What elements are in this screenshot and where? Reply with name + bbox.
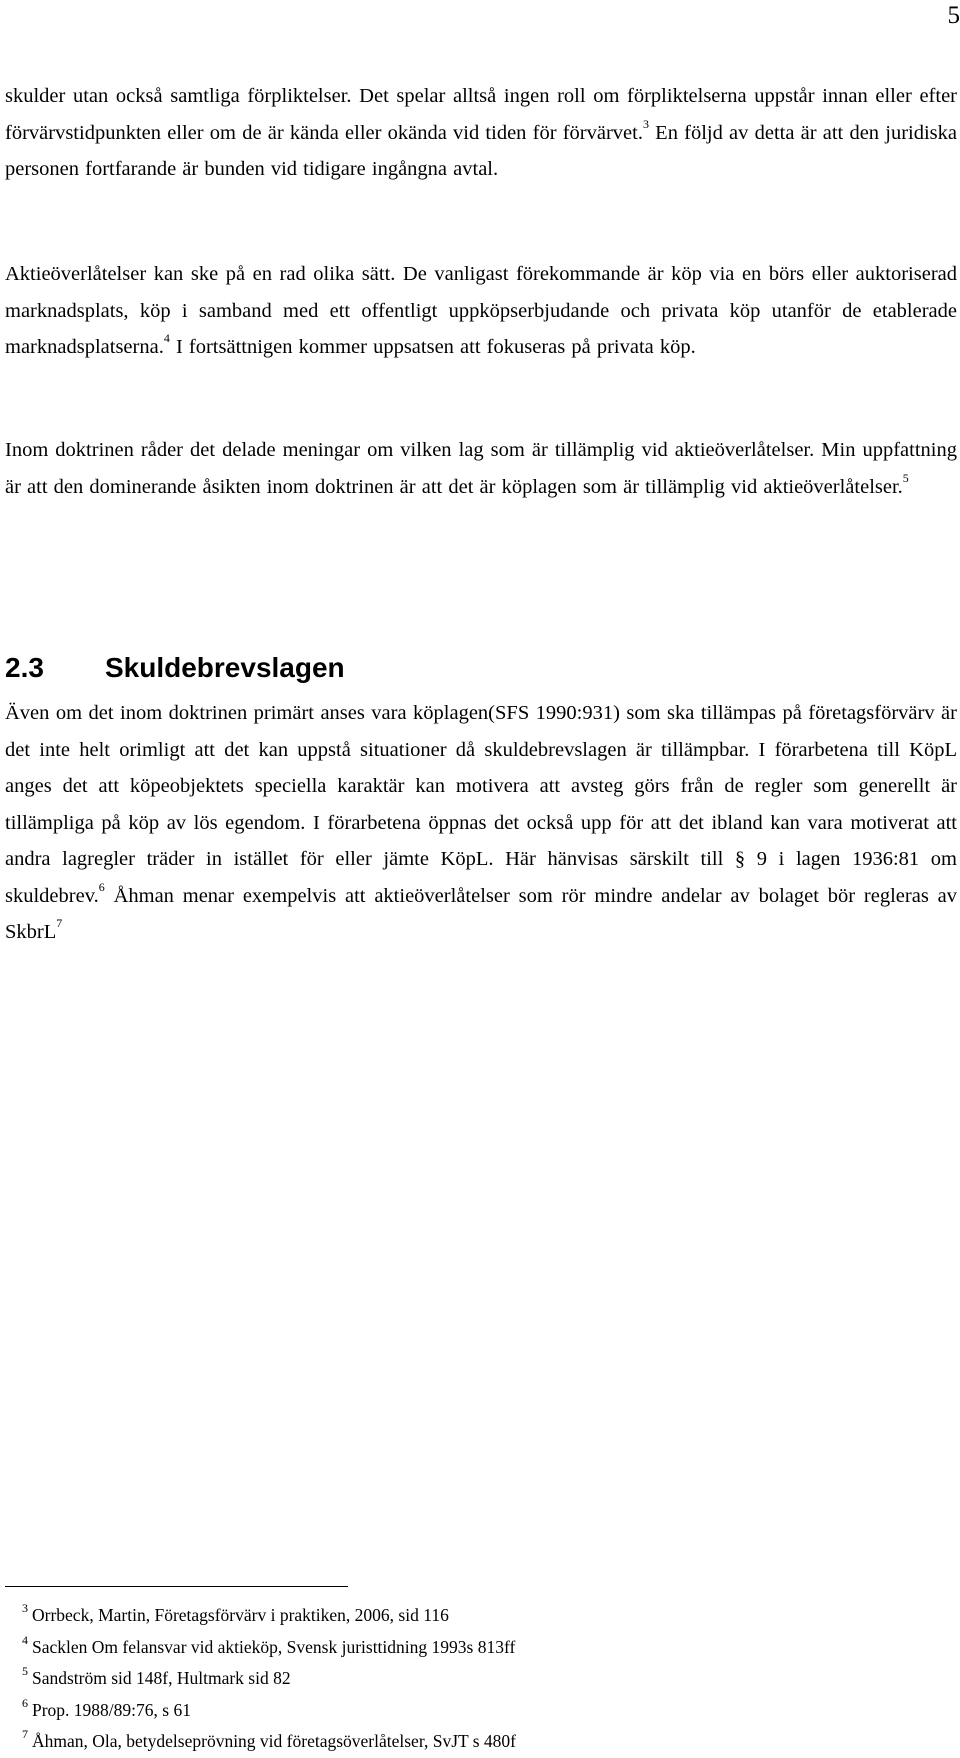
- footnote-ref[interactable]: 7: [56, 916, 63, 931]
- footnote-text: Prop. 1988/89:76, s 61: [32, 1699, 191, 1720]
- footnote-divider: [5, 1586, 348, 1587]
- footnote-number: 5: [22, 1664, 28, 1679]
- footnote: [22, 1663, 516, 1695]
- section-number: 2.3: [5, 652, 44, 683]
- paragraph-skuldebrevslagen: [5, 695, 957, 951]
- page-number: 5: [947, 2, 960, 29]
- paragraph-share-transfers: [5, 256, 957, 366]
- footnote-number: 3: [22, 1601, 28, 1616]
- paragraph-text: Inom doktrinen råder det delade meningar om vilken lag som är tillämplig vid aktieöverlåtelser. Min uppfattning är att den dominerande åsikten inom doktrinen är att det är köplagen som är tillämplig vid aktieöverlåtelser.: [5, 439, 957, 498]
- section-heading: [5, 652, 345, 684]
- section-title: Skuldebrevslagen: [105, 652, 345, 683]
- footnote-ref[interactable]: 6: [98, 879, 105, 894]
- footnote: [22, 1726, 516, 1758]
- paragraph-doctrine: [5, 432, 957, 505]
- footnote-text: Orrbeck, Martin, Företagsförvärv i praktiken, 2006, sid 116: [32, 1605, 449, 1625]
- footnote-text: Sacklen Om felansvar vid aktieköp, Svensk juristtidning 1993s 813ff: [32, 1636, 516, 1657]
- footnote-list: [22, 1600, 516, 1758]
- paragraph-liabilities: [5, 78, 957, 188]
- paragraph-text: En följd av detta är att den juridiska personen fortfarande är bunden vid tidigare ingångna avtal.: [5, 121, 957, 180]
- footnote: [22, 1632, 516, 1664]
- footnote: [22, 1695, 516, 1727]
- paragraph-text: Aktieöverlåtelser kan ske på en rad olika sätt. De vanligast förekommande är köp via en börs eller auktoriserad marknadsplats, köp i samband med ett offentligt uppköpserbjudande och privata köp utanför de etablerade marknadsplatserna.: [5, 263, 957, 358]
- footnote-ref[interactable]: 4: [163, 331, 170, 346]
- paragraph-text: Åhman menar exempelvis att aktieöverlåtelser som rör mindre andelar av bolaget bör regleras av SkbrL: [5, 884, 957, 943]
- paragraph-text: I fortsättnigen kommer uppsatsen att fokuseras på privata köp.: [169, 336, 696, 358]
- footnote: [22, 1600, 516, 1632]
- footnote-ref[interactable]: 3: [642, 116, 649, 131]
- paragraph-text: Även om det inom doktrinen primärt anses vara köplagen(SFS 1990:931) som ska tillämpas på företagsförvärv är det inte helt orimligt att det kan uppstå situationer då skuldebrevslagen är tillämpbar. I förarbetena till KöpL anges det att köpeobjektets speciella karaktär kan motivera att avsteg görs från de regler som generellt är tillämpliga på köp av lös egendom. I förarbetena öppnas det också upp för att det ibland kan vara motiverat att andra lagregler träder in istället för eller jämte KöpL. Här hänvisas särskilt till § 9 i lagen 1936:81 om skuldebrev.: [5, 702, 957, 907]
- footnote-text: Sandström sid 148f, Hultmark sid 82: [32, 1668, 291, 1688]
- paragraph-text: skulder utan också samtliga förpliktelser. Det spelar alltså ingen roll om förpliktelserna uppstår innan eller efter förvärvstidpunkten eller om de är kända eller okända vid tiden för förvärvet.: [5, 85, 957, 144]
- footnote-number: 7: [22, 1727, 28, 1742]
- footnote-number: 6: [22, 1695, 28, 1710]
- footnote-text: Åhman, Ola, betydelseprövning vid företagsöverlåtelser, SvJT s 480f: [32, 1731, 517, 1751]
- footnote-number: 4: [22, 1632, 28, 1647]
- footnote-ref[interactable]: 5: [902, 470, 909, 485]
